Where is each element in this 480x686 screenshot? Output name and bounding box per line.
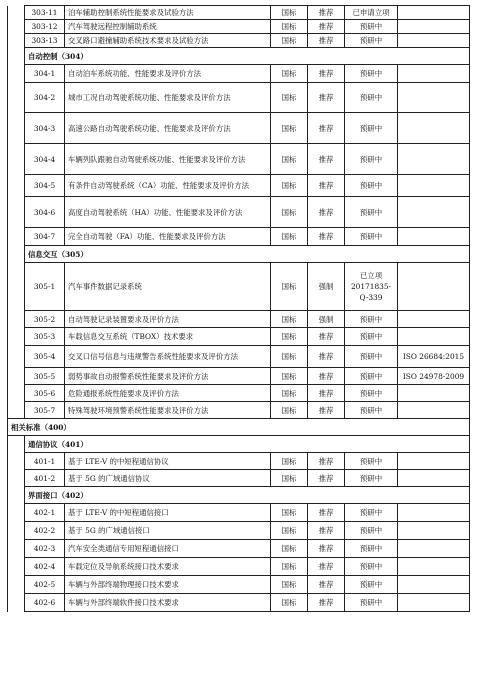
table-row	[8, 311, 470, 328]
standard-nature: 推荐	[308, 83, 345, 113]
standard-number: 303-12	[25, 20, 65, 34]
outer-margin-cell	[8, 453, 25, 470]
standard-nature: 强制	[308, 311, 345, 328]
standard-type: 国标	[271, 144, 308, 175]
international-reference	[398, 175, 470, 197]
table-row	[8, 522, 470, 540]
outer-margin-cell	[8, 504, 25, 522]
standard-name: 车载定位及导航系统接口技术要求	[65, 558, 271, 576]
standard-type: 国标	[271, 20, 308, 34]
outer-margin-cell	[8, 576, 25, 594]
standard-status: 预研中	[345, 470, 398, 487]
standard-status: 预研中	[345, 594, 398, 612]
standard-type: 国标	[271, 65, 308, 83]
table-row	[8, 402, 470, 419]
standard-name: 交叉路口避撞辅助系统技术要求及试验方法	[65, 34, 271, 48]
standard-type: 国标	[271, 576, 308, 594]
outer-margin-cell	[8, 594, 25, 612]
standard-nature: 推荐	[308, 328, 345, 346]
standard-name: 汽车事件数据记录系统	[65, 263, 271, 311]
table-row	[8, 144, 470, 175]
standard-nature: 强制	[308, 263, 345, 311]
table-row	[8, 346, 470, 368]
table-row	[8, 453, 470, 470]
standard-name: 基于 5G 的广域通信协议	[65, 470, 271, 487]
standard-number: 402-2	[25, 522, 65, 540]
section-header-row	[8, 246, 470, 263]
standard-nature: 推荐	[308, 453, 345, 470]
standard-nature: 推荐	[308, 522, 345, 540]
standard-name: 交叉口信号信息与违规警告系统性能要求及评价方法	[65, 346, 271, 368]
standard-status: 预研中	[345, 311, 398, 328]
international-reference	[398, 20, 470, 34]
group-header-row	[8, 419, 470, 436]
outer-margin-cell	[8, 558, 25, 576]
standard-nature: 推荐	[308, 470, 345, 487]
standard-status: 预研中	[345, 197, 398, 228]
standard-number: 304-6	[25, 197, 65, 228]
outer-margin-cell	[8, 263, 25, 311]
international-reference	[398, 522, 470, 540]
standard-number: 401-1	[25, 453, 65, 470]
standard-nature: 推荐	[308, 368, 345, 385]
standard-number: 303-11	[25, 6, 65, 20]
table-row	[8, 263, 470, 311]
section-title: 通信协议（401）	[25, 436, 470, 453]
international-reference: ISO 24978-2009	[398, 368, 470, 385]
table-row	[8, 20, 470, 34]
standard-name: 汽车安全类通信专用短程通信接口	[65, 540, 271, 558]
international-reference	[398, 83, 470, 113]
standard-number: 305-2	[25, 311, 65, 328]
standard-number: 304-1	[25, 65, 65, 83]
standard-type: 国标	[271, 558, 308, 576]
standard-nature: 推荐	[308, 175, 345, 197]
standard-type: 国标	[271, 402, 308, 419]
international-reference	[398, 311, 470, 328]
table-row	[8, 228, 470, 246]
standard-type: 国标	[271, 6, 308, 20]
outer-margin-cell	[8, 83, 25, 113]
standard-type: 国标	[271, 346, 308, 368]
outer-margin-cell	[8, 346, 25, 368]
standard-name: 高速公路自动驾驶系统功能、性能要求及评价方法	[65, 113, 271, 144]
standard-name: 车载信息交互系统（TBOX）技术要求	[65, 328, 271, 346]
outer-margin-cell	[8, 113, 25, 144]
standard-type: 国标	[271, 83, 308, 113]
table-row	[8, 385, 470, 402]
table-row	[8, 470, 470, 487]
international-reference	[398, 144, 470, 175]
international-reference	[398, 328, 470, 346]
table-row	[8, 83, 470, 113]
standard-name: 基于 LTE-V 的中短程通信协议	[65, 453, 271, 470]
section-header-row	[8, 436, 470, 453]
outer-margin-cell	[8, 144, 25, 175]
standard-type: 国标	[271, 311, 308, 328]
standard-nature: 推荐	[308, 20, 345, 34]
standard-number: 304-7	[25, 228, 65, 246]
standard-status: 预研中	[345, 558, 398, 576]
standard-number: 303-13	[25, 34, 65, 48]
standard-nature: 推荐	[308, 6, 345, 20]
standard-nature: 推荐	[308, 576, 345, 594]
standard-name: 汽车驾驶远程控制辅助系统	[65, 20, 271, 34]
table-row	[8, 328, 470, 346]
international-reference	[398, 453, 470, 470]
standard-status: 预研中	[345, 453, 398, 470]
standard-nature: 推荐	[308, 558, 345, 576]
outer-margin-cell	[8, 368, 25, 385]
section-header-row	[8, 48, 470, 65]
group-title: 相关标准（400）	[8, 419, 470, 436]
standard-number: 304-5	[25, 175, 65, 197]
standard-status: 预研中	[345, 65, 398, 83]
standard-status: 预研中	[345, 20, 398, 34]
outer-margin-cell	[8, 20, 25, 34]
table-row	[8, 175, 470, 197]
standard-number: 305-1	[25, 263, 65, 311]
standard-status: 预研中	[345, 113, 398, 144]
standard-type: 国标	[271, 522, 308, 540]
international-reference	[398, 402, 470, 419]
standard-name: 高度自动驾驶系统（HA）功能、性能要求及评价方法	[65, 197, 271, 228]
standard-name: 完全自动驾驶（FA）功能、性能要求及评价方法	[65, 228, 271, 246]
international-reference: ISO 26684:2015	[398, 346, 470, 368]
outer-margin-cell	[8, 522, 25, 540]
standard-type: 国标	[271, 453, 308, 470]
standard-status: 预研中	[345, 522, 398, 540]
standard-nature: 推荐	[308, 402, 345, 419]
table-row	[8, 576, 470, 594]
international-reference	[398, 65, 470, 83]
standard-status: 预研中	[345, 504, 398, 522]
standard-nature: 推荐	[308, 385, 345, 402]
standard-name: 基于 LTE-V 的中短程通信接口	[65, 504, 271, 522]
standard-name: 有条件自动驾驶系统（CA）功能、性能要求及评价方法	[65, 175, 271, 197]
table-row	[8, 34, 470, 48]
standard-name: 车辆列队跟驰自动驾驶系统功能、性能要求及评价方法	[65, 144, 271, 175]
standard-number: 402-3	[25, 540, 65, 558]
outer-margin-cell	[8, 175, 25, 197]
table-row	[8, 65, 470, 83]
standard-name: 自动泊车系统功能、性能要求及评价方法	[65, 65, 271, 83]
table-row	[8, 197, 470, 228]
standard-number: 304-4	[25, 144, 65, 175]
standard-status: 预研中	[345, 34, 398, 48]
international-reference	[398, 540, 470, 558]
standard-name: 车辆与外部终端软件接口技术要求	[65, 594, 271, 612]
standard-number: 402-5	[25, 576, 65, 594]
standard-name: 自动驾驶记录装置要求及评价方法	[65, 311, 271, 328]
outer-margin-cell	[8, 48, 25, 65]
outer-margin-cell	[8, 540, 25, 558]
standard-status: 预研中	[345, 328, 398, 346]
outer-margin-cell	[8, 436, 25, 453]
international-reference	[398, 197, 470, 228]
standard-nature: 推荐	[308, 34, 345, 48]
standard-status: 预研中	[345, 175, 398, 197]
standard-name: 泊车辅助控制系统性能要求及试验方法	[65, 6, 271, 20]
standards-table	[7, 5, 470, 612]
standard-number: 402-1	[25, 504, 65, 522]
table-row	[8, 540, 470, 558]
table-row	[8, 504, 470, 522]
table-row	[8, 558, 470, 576]
outer-margin-cell	[8, 197, 25, 228]
standard-type: 国标	[271, 385, 308, 402]
international-reference	[398, 34, 470, 48]
standard-nature: 推荐	[308, 65, 345, 83]
outer-margin-cell	[8, 6, 25, 20]
standard-number: 401-2	[25, 470, 65, 487]
standard-type: 国标	[271, 197, 308, 228]
international-reference	[398, 558, 470, 576]
table-row	[8, 113, 470, 144]
international-reference	[398, 263, 470, 311]
outer-margin-cell	[8, 65, 25, 83]
international-reference	[398, 470, 470, 487]
outer-margin-cell	[8, 470, 25, 487]
standard-status: 预研中	[345, 368, 398, 385]
standard-type: 国标	[271, 504, 308, 522]
section-title: 界面接口（402）	[25, 487, 470, 504]
outer-margin-cell	[8, 385, 25, 402]
outer-margin-cell	[8, 328, 25, 346]
standard-number: 305-5	[25, 368, 65, 385]
standard-status: 预研中	[345, 144, 398, 175]
standard-name: 基于 5G 的广域通信接口	[65, 522, 271, 540]
standard-nature: 推荐	[308, 540, 345, 558]
standard-status: 已申请立项	[345, 6, 398, 20]
standard-type: 国标	[271, 263, 308, 311]
standard-name: 车辆与外部终端物理接口技术要求	[65, 576, 271, 594]
section-title: 自动控制（304）	[25, 48, 470, 65]
standard-type: 国标	[271, 175, 308, 197]
standard-nature: 推荐	[308, 346, 345, 368]
standard-number: 304-3	[25, 113, 65, 144]
standard-status: 预研中	[345, 228, 398, 246]
international-reference	[398, 594, 470, 612]
standard-type: 国标	[271, 34, 308, 48]
standard-nature: 推荐	[308, 504, 345, 522]
standard-number: 305-3	[25, 328, 65, 346]
standard-nature: 推荐	[308, 594, 345, 612]
standard-status: 预研中	[345, 540, 398, 558]
standard-number: 304-2	[25, 83, 65, 113]
standard-status: 预研中	[345, 576, 398, 594]
outer-margin-cell	[8, 34, 25, 48]
standard-status: 预研中	[345, 385, 398, 402]
international-reference	[398, 228, 470, 246]
standard-type: 国标	[271, 540, 308, 558]
standard-type: 国标	[271, 368, 308, 385]
standard-number: 305-7	[25, 402, 65, 419]
table-row	[8, 6, 470, 20]
standard-nature: 推荐	[308, 197, 345, 228]
section-title: 信息交互（305）	[25, 246, 470, 263]
standard-name: 特殊驾驶环境预警系统性能要求及评价方法	[65, 402, 271, 419]
section-header-row	[8, 487, 470, 504]
standard-status: 预研中	[345, 83, 398, 113]
standard-type: 国标	[271, 113, 308, 144]
outer-margin-cell	[8, 402, 25, 419]
international-reference	[398, 385, 470, 402]
international-reference	[398, 113, 470, 144]
international-reference	[398, 6, 470, 20]
standard-nature: 推荐	[308, 113, 345, 144]
standard-name: 危险通报系统性能要求及评价方法	[65, 385, 271, 402]
standard-status: 预研中	[345, 346, 398, 368]
outer-margin-cell	[8, 311, 25, 328]
table-row	[8, 594, 470, 612]
standard-number: 402-4	[25, 558, 65, 576]
international-reference	[398, 576, 470, 594]
standard-nature: 推荐	[308, 228, 345, 246]
outer-margin-cell	[8, 246, 25, 263]
standard-status: 预研中	[345, 402, 398, 419]
table-row	[8, 368, 470, 385]
outer-margin-cell	[8, 228, 25, 246]
standard-type: 国标	[271, 470, 308, 487]
standard-status: 已立项 20171835-Q-339	[345, 263, 398, 311]
standard-nature: 推荐	[308, 144, 345, 175]
standard-number: 402-6	[25, 594, 65, 612]
standard-type: 国标	[271, 594, 308, 612]
outer-margin-cell	[8, 487, 25, 504]
international-reference	[398, 504, 470, 522]
standard-type: 国标	[271, 228, 308, 246]
standard-name: 弱势事故自动报警系统性能要求及评价方法	[65, 368, 271, 385]
standard-type: 国标	[271, 328, 308, 346]
standard-name: 城市工况自动驾驶系统功能、性能要求及评价方法	[65, 83, 271, 113]
standard-number: 305-4	[25, 346, 65, 368]
standard-number: 305-6	[25, 385, 65, 402]
